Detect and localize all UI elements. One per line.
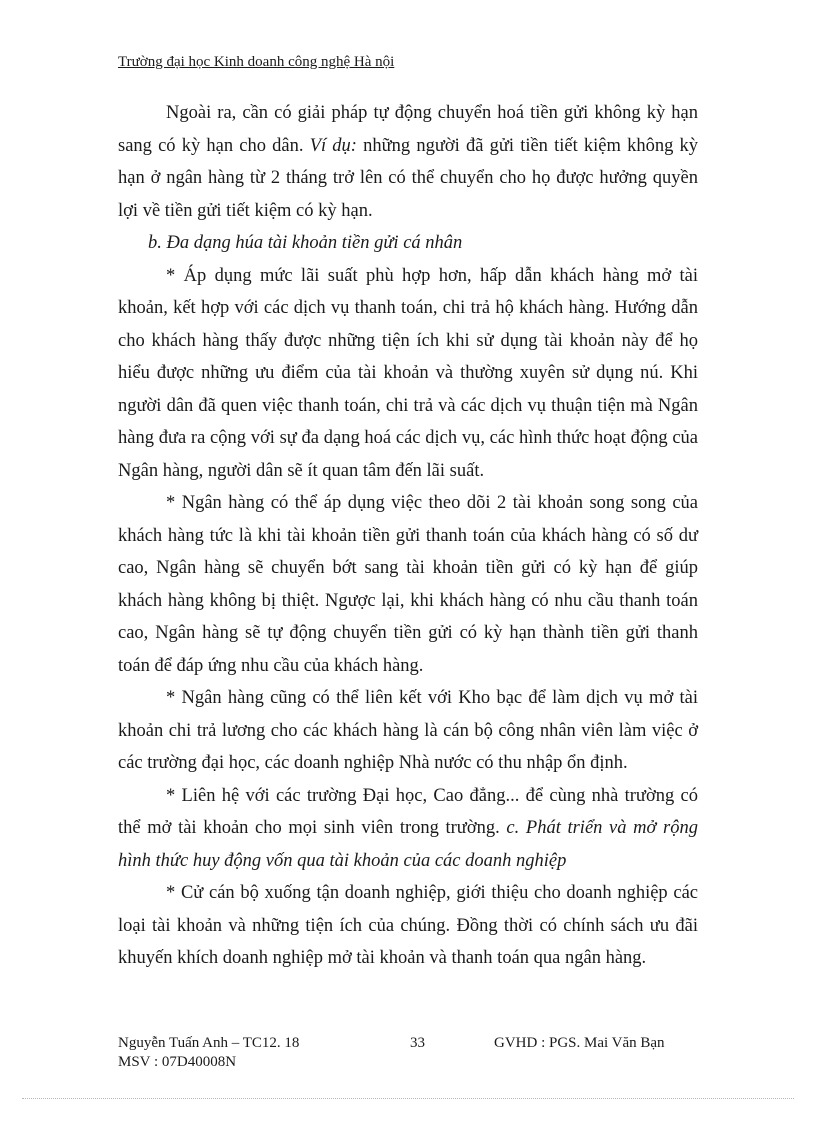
page-break-line (22, 1098, 794, 1099)
paragraph-5 (118, 780, 698, 878)
footer-row-2 (118, 1053, 698, 1072)
document-body (118, 97, 698, 975)
paragraph-4: * Ngân hàng cũng có thể liên kết với Kho bạc để làm dịch vụ mở tài khoản chi trả lương cho các khách hàng là cán bộ công nhân viên làm việc ở các trường đại học, các doanh nghiệp Nhà nước có thu nhập ổn định. (118, 688, 698, 773)
example-label: Ví dụ: (309, 135, 357, 156)
paragraph-3: * Ngân hàng có thể áp dụng việc theo dõi 2 tài khoản song song của khách hàng tức là khi tài khoản tiền gửi thanh toán của khách hàng có số dư cao, Ngân hàng sẽ chuyển bớt sang tài khoản tiền gửi có kỳ hạn để giúp khách hàng không bị thiệt. Ngược lại, khi khách hàng có nhu cầu thanh toán cao, Ngân hàng sẽ tự động chuyển tiền gửi có kỳ hạn thành tiền gửi thanh toán để đáp ứng nhu cầu của khách hàng. (118, 493, 698, 676)
paragraph-1-rest: những người đã gửi tiền tiết kiệm không kỳ hạn ở ngân hàng từ 2 tháng trở lên có thể chuyển cho họ được hưởng quyền lợi về tiền gửi tiết kiệm có kỳ hạn. (118, 135, 699, 221)
paragraph-5-text: * Liên hệ với các trường Đại học, Cao đẳng... để cùng nhà trường có thể mở tài khoản cho mọi sinh viên trong trường. (118, 785, 698, 838)
subheading-c: c. Phát triển và mở rộng hình thức huy động vốn qua tài khoản của các doanh nghiệp (118, 818, 698, 871)
footer-advisor: GVHD : PGS. Mai Văn Bạn (494, 1035, 665, 1051)
page-header: Trường đại học Kinh doanh công nghệ Hà nội (118, 54, 395, 70)
paragraph-6: * Cử cán bộ xuống tận doanh nghiệp, giới thiệu cho doanh nghiệp các loại tài khoản và những tiện ích của chúng. Đồng thời có chính sách ưu đãi khuyến khích doanh nghiệp mở tài khoản và thanh toán qua ngân hàng. (118, 883, 698, 968)
footer-student-id: MSV : 07D40008N (118, 1054, 237, 1070)
page-number: 33 (410, 1035, 425, 1051)
paragraph-1-text: Ngoài ra, cần có giải pháp tự động chuyển hoá tiền gửi không kỳ hạn sang có kỳ hạn cho dân. (118, 103, 698, 156)
footer-row-1 (118, 1034, 698, 1053)
paragraph-2: * Áp dụng mức lãi suất phù hợp hơn, hấp dẫn khách hàng mở tài khoản, kết hợp với các dịch vụ thanh toán, chi trả hộ khách hàng. Hướng dẫn cho khách hàng thấy được những tiện ích khi sử dụng tài khoản này để họ hiểu được những ưu điểm của tài khoản và thường xuyên sử dụng nú. Khi người dân đã quen việc thanh toán, chi trả và các dịch vụ thuận tiện mà Ngân hàng đưa ra cộng với sự đa dạng hoá các dịch vụ, các hình thức hoạt động của Ngân hàng, người dân sẽ ít quan tâm đến lãi suất. (118, 265, 698, 481)
paragraph-1 (118, 97, 698, 227)
subheading-b: b. Đa dạng húa tài khoản tiền gửi cá nhân (148, 233, 463, 253)
footer-author: Nguyễn Tuấn Anh – TC12. 18 (118, 1035, 300, 1051)
page-footer (118, 1034, 698, 1072)
